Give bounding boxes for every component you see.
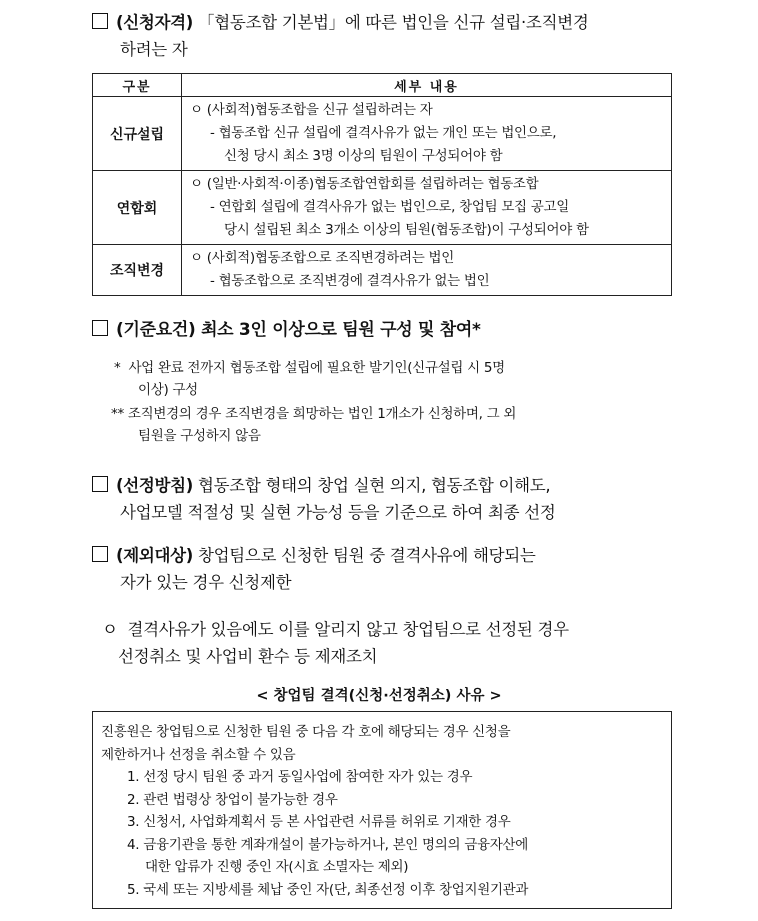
- table-cell-category: 조직변경: [93, 245, 182, 296]
- eligibility-title: (신청자격): [116, 13, 194, 32]
- table-row: [93, 245, 672, 296]
- detail-line: ㅇ (사회적)협동조합을 신규 설립하려는 자: [190, 102, 433, 118]
- table-cell-details: [182, 245, 672, 296]
- checkbox-square-icon: [92, 320, 108, 336]
- table-header-category: 구분: [93, 74, 182, 97]
- selection-title: (선정방침): [116, 476, 194, 495]
- eligibility-text-line1: 「협동조합 기본법」에 따른 법인을 신규 설립·조직변경: [198, 13, 589, 32]
- detail-line: - 연합회 설립에 결격사유가 없는 법인으로, 창업팀 모집 공고일: [210, 199, 570, 215]
- selection-text-line2: 사업모델 적절성 및 실현 가능성 등을 기준으로 하여 최종 선정: [120, 503, 556, 522]
- detail-line: 당시 설립된 최소 3개소 이상의 팀원(협동조합)이 구성되어야 함: [224, 222, 589, 238]
- selection-text-line1: 협동조합 형태의 창업 실현 의지, 협동조합 이해도,: [198, 476, 551, 495]
- reason-item-cont: 대한 압류가 진행 중인 자(시효 소멸자는 제외): [145, 859, 409, 875]
- table-cell-category: 연합회: [93, 171, 182, 245]
- reasons-intro-line2: 제한하거나 선정을 취소할 수 있음: [101, 746, 296, 763]
- exclusion-text-line2: 자가 있는 경우 신청제한: [120, 573, 292, 592]
- exclusion-section: [92, 542, 682, 596]
- eligibility-table: [92, 73, 672, 296]
- table-cell-details: [182, 171, 672, 245]
- detail-line: ㅇ (일반·사회적·이종)협동조합연합회를 설립하려는 협동조합: [190, 176, 539, 192]
- detail-line: 신청 당시 최소 3명 이상의 팀원이 구성되어야 함: [224, 148, 503, 164]
- reasons-box: [92, 711, 672, 909]
- reasons-box-title: < 창업팀 결격(신청·선정취소) 사유 >: [256, 688, 502, 704]
- requirement-section: [92, 317, 682, 344]
- checkbox-square-icon: [92, 13, 108, 29]
- selection-section: [92, 472, 682, 526]
- reasons-intro-line1: 진흥원은 창업팀으로 신청한 팀원 중 다음 각 호에 해당되는 경우 신청을: [101, 724, 511, 740]
- requirement-title: (기준요건): [116, 320, 196, 340]
- table-row: [93, 97, 672, 171]
- exclusion-title: (제외대상): [116, 546, 194, 565]
- exclusion-text-line1: 창업팀으로 신청한 팀원 중 결격사유에 해당되는: [198, 546, 536, 565]
- footnote: [114, 357, 505, 401]
- requirement-text: 최소 3인 이상으로 팀원 구성 및 참여*: [201, 320, 481, 340]
- footnote-mark: **: [111, 406, 124, 422]
- reason-item: 3. 신청서, 사업화계획서 등 본 사업관련 서류를 허위로 기재한 경우: [127, 814, 511, 830]
- sanction-text-line2: 선정취소 및 사업비 환수 등 제재조치: [118, 647, 378, 666]
- footnote-text: 사업 완료 전까지 협동조합 설립에 필요한 발기인(신규설립 시 5명: [128, 360, 505, 376]
- reason-item: 2. 관련 법령상 창업이 불가능한 경우: [127, 791, 338, 808]
- sanction-item: [102, 616, 569, 670]
- table-header-row: [93, 74, 672, 97]
- table-row: [93, 171, 672, 245]
- checkbox-square-icon: [92, 476, 108, 492]
- eligibility-section: [92, 9, 682, 63]
- footnote-text-cont: 이상) 구성: [138, 382, 198, 398]
- checkbox-square-icon: [92, 546, 108, 562]
- sanction-text-line1: 결격사유가 있음에도 이를 알리지 않고 창업팀으로 선정된 경우: [127, 620, 569, 639]
- table-header-details: 세부 내용: [182, 74, 672, 97]
- circle-bullet: ㅇ: [102, 620, 118, 639]
- footnote-mark: *: [114, 360, 121, 376]
- reason-item: 1. 선정 당시 팀원 중 과거 동일사업에 참여한 자가 있는 경우: [127, 769, 473, 785]
- reason-item: 5. 국세 또는 지방세를 체납 중인 자(단, 최종선정 이후 창업지원기관과: [127, 881, 529, 898]
- table-cell-details: [182, 97, 672, 171]
- reason-item: 4. 금융기관을 통한 계좌개설이 불가능하거나, 본인 명의의 금융자산에: [127, 836, 528, 853]
- eligibility-text-line2: 하려는 자: [120, 40, 188, 59]
- footnote: [111, 403, 517, 447]
- detail-line: - 협동조합으로 조직변경에 결격사유가 없는 법인: [210, 273, 490, 289]
- detail-line: ㅇ (사회적)협동조합으로 조직변경하려는 법인: [190, 250, 454, 266]
- footnote-text-cont: 팀원을 구성하지 않음: [138, 428, 261, 444]
- footnote-text: 조직변경의 경우 조직변경을 희망하는 법인 1개소가 신청하며, 그 외: [127, 406, 517, 422]
- detail-line: - 협동조합 신규 설립에 결격사유가 없는 개인 또는 법인으로,: [210, 125, 557, 141]
- table-cell-category: 신규설립: [93, 97, 182, 171]
